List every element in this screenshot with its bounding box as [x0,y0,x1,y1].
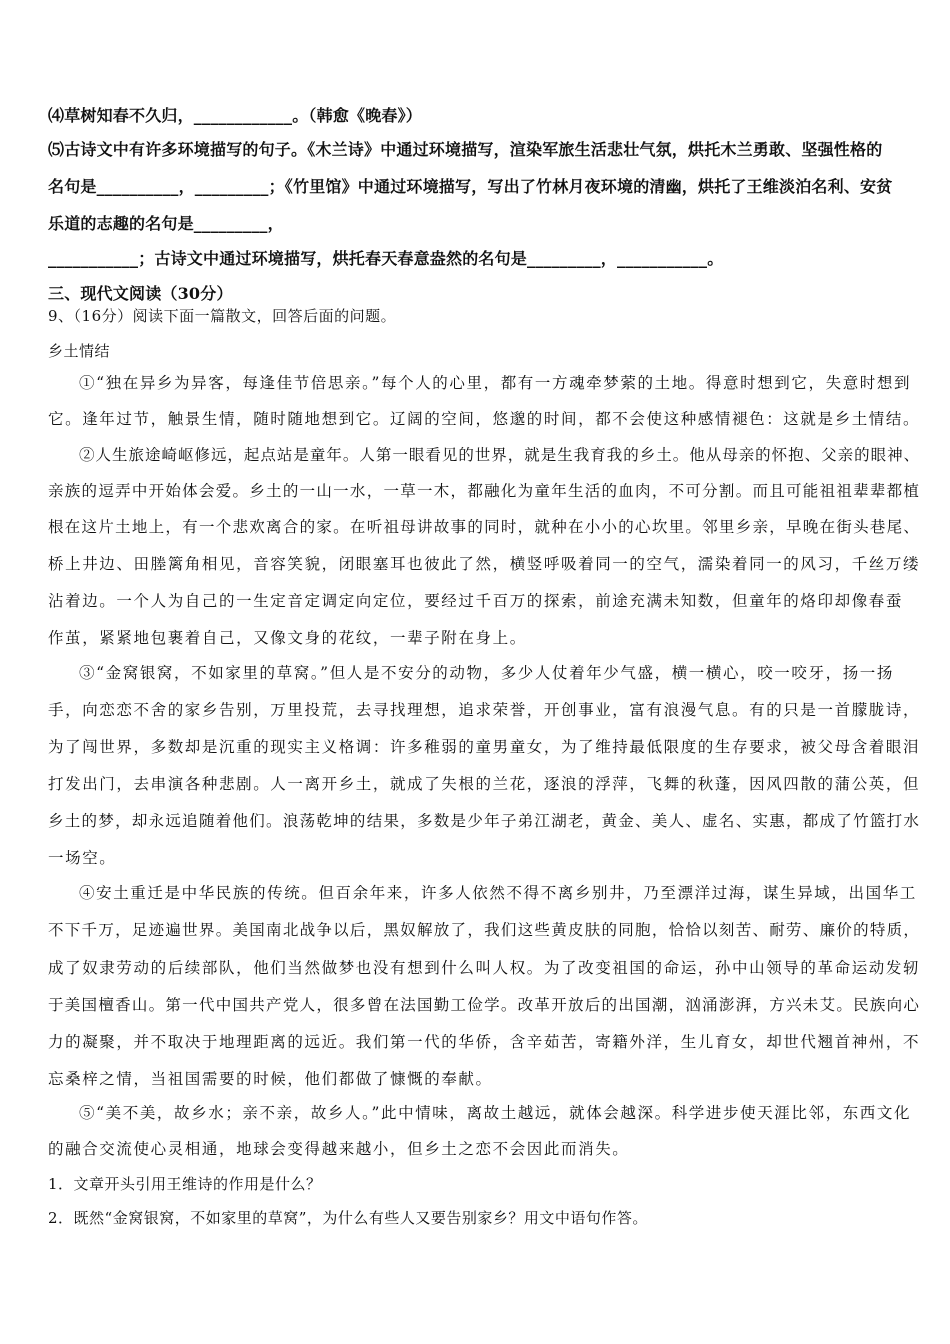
essay-line: ⑤“美不美，故乡水；亲不亲，故乡人。”此中情味，离故土越远，就体会越深。科学进步使天涯比邻，东西文化 [79,1104,912,1122]
essay-line: 亲族的逗弄中开始体会爱。乡土的一山一水，一草一木，都融化为童年生活的血肉，不可分割。而且可能祖祖辈辈都植 [48,482,921,500]
essay-line: 力的凝聚，并不取决于地理距离的远近。我们第一代的华侨，含辛茹苦，寄籍外洋，生儿育女，却世代翘首神州，不 [48,1033,921,1051]
essay-line: 不下千万，足迹遍世界。美国南北战争以后，黑奴解放了，我们这些黄皮肤的同胞，恰恰以刻苦、耐劳、廉价的特质， [48,921,921,939]
essay-line: 乡土的梦，却永远追随着他们。浪荡乾坤的结果，多数是少年子弟江湖老，黄金、美人、虚名、实惠，都成了竹篮打水 [48,812,921,830]
essay-line: 它。逢年过节，触景生情，随时随地想到它。辽阔的空间，悠邈的时间，都不会使这种感情褪色：这就是乡土情结。 [48,410,921,428]
essay-line: 桥上井边、田塍篱角相见，音容笑貌，闭眼塞耳也彼此了然，横竖呼吸着同一的空气，濡染着同一的风习，千丝万缕 [48,555,921,573]
poetry-question-5-line-2: 名句是__________，_________；《竹里馆》中通过环境描写，写出了竹林月夜环境的清幽，烘托了王维淡泊名利、安贫 [48,177,893,196]
essay-line: 成了奴隶劳动的后续部队，他们当然做梦也没有想到什么叫人权。为了改变祖国的命运，孙中山领导的革命运动发轫 [48,959,921,977]
essay-line: 沾着边。一个人为自己的一生定音定调定向定位，要经过千百万的探索，前途充满未知数，但童年的烙印却像春蚕 [48,592,904,610]
essay-line: 根在这片土地上，有一个悲欢离合的家。在听祖母讲故事的同时，就种在小小的心坎里。邻里乡亲，早晚在街头巷尾、 [48,518,921,536]
poetry-question-5-line-4: ___________；古诗文中通过环境描写，烘托春天春意盎然的名句是_________，___________。 [48,249,724,268]
essay-line: ①“独在异乡为异客，每逢佳节倍思亲。”每个人的心里，都有一方魂牵梦萦的土地。得意时想到它，失意时想到 [79,374,912,392]
poetry-question-5-line-1: ⑸古诗文中有许多环境描写的句子。《木兰诗》中通过环境描写，渲染军旅生活悲壮气氛，烘托木兰勇敢、坚强性格的 [48,140,883,159]
essay-title: 乡土情结 [48,342,111,360]
question-2: 2．既然“金窝银窝，不如家里的草窝”，为什么有些人又要告别家乡？用文中语句作答。 [48,1209,648,1227]
essay-line: 于美国檀香山。第一代中国共产党人，很多曾在法国勤工俭学。改革开放后的出国潮，汹涌澎湃，方兴未艾。民族向心 [48,996,921,1014]
question-intro: 9、（16分）阅读下面一篇散文，回答后面的问题。 [48,307,397,325]
poetry-question-5-line-3: 乐道的志趣的名句是_________， [48,214,284,233]
essay-line: 的融合交流使心灵相通，地球会变得越来越小，但乡土之恋不会因此而消失。 [48,1140,630,1158]
essay-line: 忘桑梓之情，当祖国需要的时候，他们都做了慷慨的奉献。 [48,1070,493,1088]
essay-line: ②人生旅途崎岖修远，起点站是童年。人第一眼看见的世界，就是生我育我的乡土。他从母亲的怀抱、父亲的眼神、 [79,446,921,464]
essay-line: ③“金窝银窝，不如家里的草窝。”但人是不安分的动物，多少人仗着年少气盛，横一横心，咬一咬牙，扬一扬 [79,664,895,682]
essay-line: 一场空。 [48,849,117,867]
question-1: 1．文章开头引用王维诗的作用是什么？ [48,1175,322,1193]
essay-line: ④安土重迁是中华民族的传统。但百余年来，许多人依然不得不离乡别井，乃至漂洋过海，谋生异域，出国华工 [79,884,917,902]
section-heading: 三、现代文阅读（30分） [48,284,233,303]
essay-line: 作茧，紧紧地包裹着自己，又像文身的花纹，一辈子附在身上。 [48,629,527,647]
essay-line: 打发出门，去串演各种悲剧。人一离开乡土，就成了失根的兰花，逐浪的浮萍，飞舞的秋蓬，因风四散的蒲公英，但 [48,775,921,793]
poetry-question-4: ⑷草树知春不久归，____________。（韩愈《晚春》） [48,106,423,125]
essay-line: 手，向恋恋不舍的家乡告别，万里投荒，去寻找理想，追求荣誉，开创事业，富有浪漫气息。有的只是一首朦胧诗， [48,701,921,719]
essay-line: 为了闯世界，多数却是沉重的现实主义格调：许多稚弱的童男童女，为了维持最低限度的生存要求，被父母含着眼泪 [48,738,921,756]
